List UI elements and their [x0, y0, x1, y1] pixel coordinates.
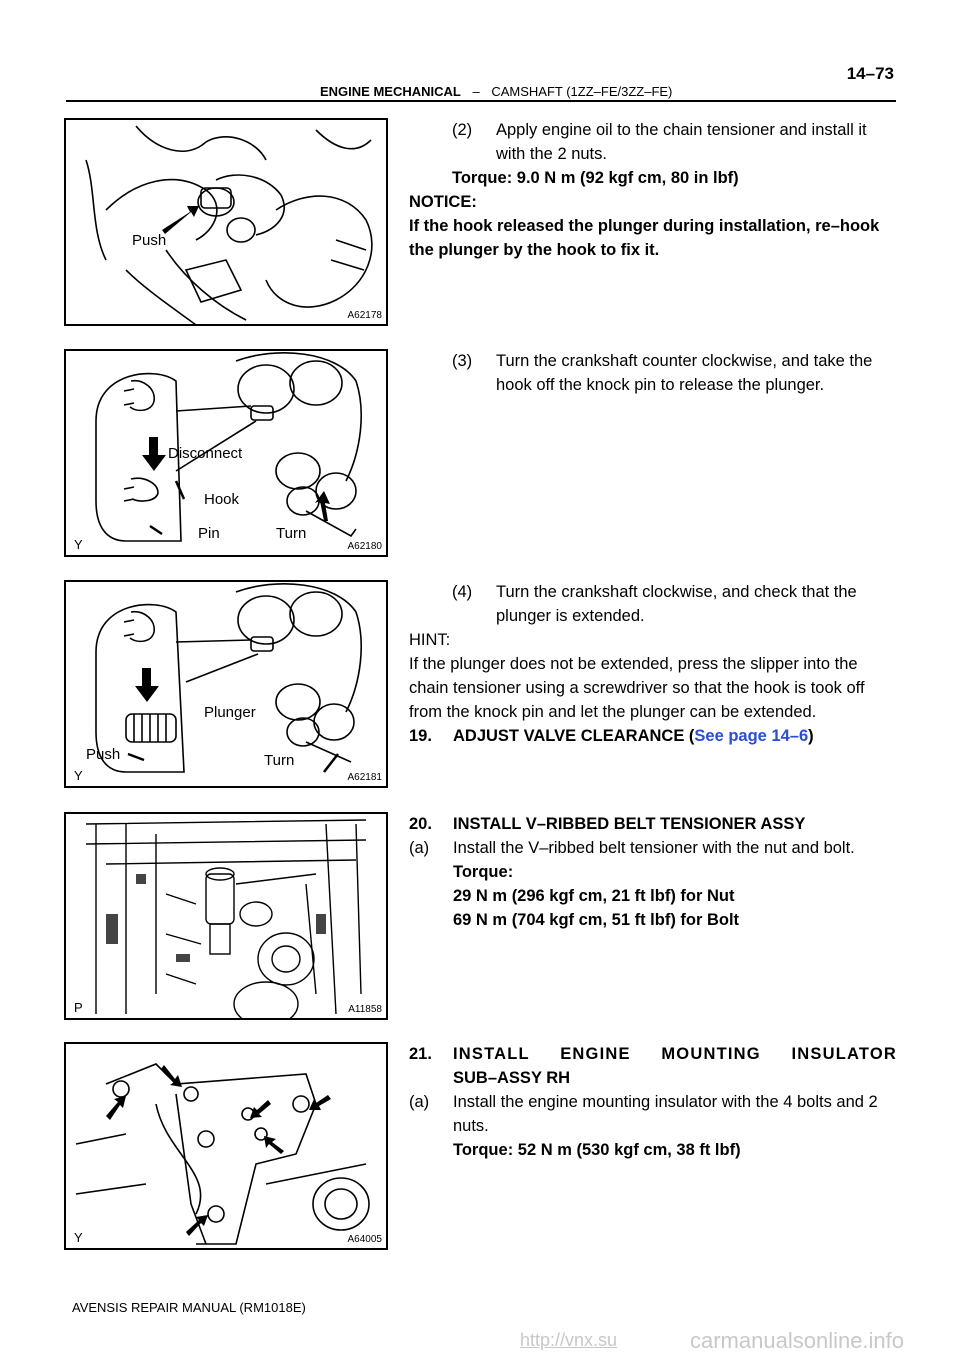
figure-belt-tensioner: [64, 812, 388, 1020]
label-disconnect: Disconnect: [168, 445, 243, 462]
header-separator: –: [472, 84, 480, 99]
step-3-number: (3): [452, 352, 473, 370]
figure-corner-mark: P: [74, 1000, 83, 1015]
step-19-text: ADJUST VALVE CLEARANCE (: [453, 727, 695, 745]
step-19-title: [453, 724, 814, 748]
step-20a-number: (a): [409, 839, 430, 857]
step-19-close: ): [808, 727, 814, 745]
label-hook: Hook: [204, 491, 240, 508]
step-21a-number: (a): [409, 1093, 430, 1111]
figure-chain-tensioner-install: [64, 118, 388, 326]
header-rule: [66, 100, 896, 102]
figure-plunger-extended: [64, 580, 388, 788]
figure-code: A64005: [347, 1234, 382, 1245]
step-2-text: Apply engine oil to the chain tensioner and install it with the 2 nuts.: [496, 121, 867, 163]
step-2-torque: Torque: 9.0 N m (92 kgf cm, 80 in lbf): [452, 169, 739, 187]
notice-text: If the hook released the plunger during installation, re–hook the plunger by the hook to fix it.: [409, 217, 880, 259]
step-3-text: Turn the crankshaft counter clockwise, and take the hook off the knock pin to release the plunger.: [496, 352, 873, 394]
step-20a-torque-label: Torque:: [453, 863, 514, 881]
step-20-number: 20.: [409, 815, 432, 833]
hint-label: HINT:: [409, 631, 451, 649]
figure-illustration: [66, 1044, 388, 1250]
label-push: Push: [86, 746, 121, 763]
figure-code: A11858: [348, 1004, 382, 1015]
step-21a-text: Install the engine mounting insulator with the 4 bolts and 2 nuts.: [453, 1093, 878, 1135]
figure-illustration: [66, 120, 388, 326]
figure-code: A62178: [347, 310, 382, 321]
figure-release-plunger: [64, 349, 388, 557]
step-4-text: Turn the crankshaft clockwise, and check that the plunger is extended.: [496, 583, 857, 625]
page-number: 14–73: [846, 64, 894, 83]
step-19-number: 19.: [409, 727, 432, 745]
step-21-title-line1: INSTALL ENGINE MOUNTING INSULATOR: [453, 1045, 897, 1063]
step-20a-torque-nut: 29 N m (296 kgf cm, 21 ft lbf) for Nut: [453, 887, 735, 905]
figure-illustration: [66, 814, 388, 1020]
step-4-number: (4): [452, 583, 473, 601]
figure-code: A62181: [347, 772, 382, 783]
label-plunger: Plunger: [204, 704, 256, 721]
hint-text: If the plunger does not be extended, press the slipper into the chain tensioner using a screwdriver so that the hook is took off from the knock pin and let the plunger can be extended.: [409, 655, 865, 721]
figure-engine-mounting-insulator: [64, 1042, 388, 1250]
label-pin: Pin: [198, 525, 220, 542]
figure-corner-mark: Y: [74, 1230, 83, 1245]
step-2-number: (2): [452, 121, 473, 139]
step-20a-torque-bolt: 69 N m (704 kgf cm, 51 ft lbf) for Bolt: [453, 911, 740, 929]
label-turn: Turn: [276, 525, 307, 542]
step-21a-torque: Torque: 52 N m (530 kgf cm, 38 ft lbf): [453, 1141, 741, 1159]
label-turn: Turn: [264, 752, 295, 769]
watermark-link[interactable]: http://vnx.su: [520, 1330, 618, 1350]
label-push: Push: [132, 232, 167, 249]
notice-label: NOTICE:: [409, 193, 477, 211]
figure-corner-mark: Y: [74, 768, 83, 783]
see-page-link[interactable]: See page 14–6: [694, 727, 809, 745]
watermark-site: carmanualsonline.info: [690, 1328, 905, 1353]
header-subsection: CAMSHAFT (1ZZ–FE/3ZZ–FE): [491, 84, 673, 99]
header-section: ENGINE MECHANICAL: [320, 84, 461, 99]
step-20a-text: Install the V–ribbed belt tensioner with the nut and bolt.: [453, 839, 855, 857]
footer-manual-id: AVENSIS REPAIR MANUAL (RM1018E): [72, 1300, 306, 1315]
running-header: [320, 84, 672, 99]
step-21-number: 21.: [409, 1045, 432, 1063]
figure-code: A62180: [347, 541, 382, 552]
step-21-title-line2: SUB–ASSY RH: [453, 1069, 571, 1087]
step-20-title: INSTALL V–RIBBED BELT TENSIONER ASSY: [453, 815, 806, 833]
figure-corner-mark: Y: [74, 537, 83, 552]
